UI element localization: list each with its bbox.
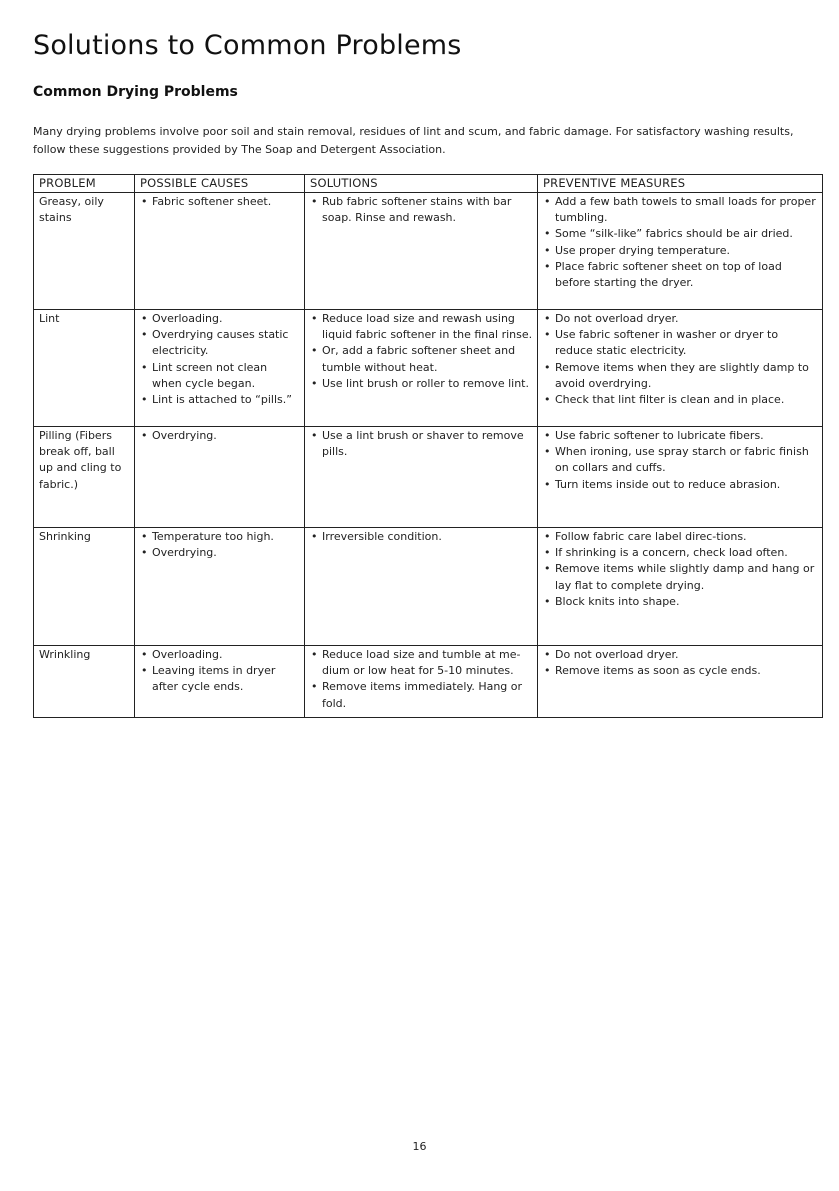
causes-cell [135, 193, 305, 310]
list-item: • When ironing, use spray starch or fabric finish on collars and cuffs. [543, 444, 818, 476]
section-title: Common Drying Problems [33, 84, 238, 100]
prevention-cell [538, 310, 823, 427]
list-item: • Turn items inside out to reduce abrasion. [543, 477, 818, 493]
table-header-row [34, 175, 823, 193]
list-item: • Block knits into shape. [543, 594, 818, 610]
list-item: • Overloading. [140, 311, 300, 327]
intro-paragraph: Many drying problems involve poor soil and stain removal, residues of lint and scum, and fabric damage. For satisfactory washing results, follow these suggestions provided by The Soap and Detergent Association. [33, 125, 794, 156]
causes-cell [135, 310, 305, 427]
solutions-list [310, 311, 533, 392]
solutions-cell [305, 193, 538, 310]
problem-cell: Shrinking [34, 528, 135, 646]
prevention-list [543, 428, 818, 493]
table-row [34, 310, 823, 427]
problem-cell: Lint [34, 310, 135, 427]
page-title: Solutions to Common Problems [33, 30, 462, 61]
solutions-list [310, 194, 533, 226]
problem-cell: Wrinkling [34, 646, 135, 718]
list-item: • Remove items while slightly damp and hang or lay flat to complete drying. [543, 561, 818, 593]
list-item: • Check that lint filter is clean and in place. [543, 392, 818, 408]
solutions-cell [305, 427, 538, 528]
prevention-cell [538, 193, 823, 310]
solutions-list [310, 647, 533, 712]
list-item: • Place fabric softener sheet on top of load before starting the dryer. [543, 259, 818, 291]
causes-list [140, 529, 300, 561]
drying-problems-table [33, 174, 823, 718]
list-item: • Reduce load size and tumble at me-dium or low heat for 5-10 minutes. [310, 647, 533, 679]
list-item: • Overloading. [140, 647, 300, 663]
table-body [34, 193, 823, 718]
list-item: • Use proper drying temperature. [543, 243, 818, 259]
list-item: • Fabric softener sheet. [140, 194, 300, 210]
list-item: • Do not overload dryer. [543, 311, 818, 327]
table-row [34, 646, 823, 718]
list-item: • Remove items when they are slightly damp to avoid overdrying. [543, 360, 818, 392]
list-item: • Temperature too high. [140, 529, 300, 545]
solutions-cell [305, 646, 538, 718]
causes-cell [135, 528, 305, 646]
solutions-list [310, 529, 533, 545]
solutions-list [310, 428, 533, 460]
table-row [34, 193, 823, 310]
page-number: 16 [412, 1140, 427, 1153]
causes-list [140, 194, 300, 210]
list-item: • Remove items as soon as cycle ends. [543, 663, 818, 679]
list-item: • Follow fabric care label direc-tions. [543, 529, 818, 545]
causes-cell [135, 646, 305, 718]
prevention-list [543, 311, 818, 408]
header-preventive-measures: PREVENTIVE MEASURES [538, 175, 823, 193]
list-item: • Remove items immediately. Hang or fold. [310, 679, 533, 711]
list-item: • Or, add a fabric softener sheet and tumble without heat. [310, 343, 533, 375]
prevention-cell [538, 528, 823, 646]
list-item: • Do not overload dryer. [543, 647, 818, 663]
prevention-cell [538, 646, 823, 718]
header-possible-causes: POSSIBLE CAUSES [135, 175, 305, 193]
list-item: • If shrinking is a concern, check load often. [543, 545, 818, 561]
list-item: • Overdrying. [140, 428, 300, 444]
list-item: • Lint is attached to “pills.” [140, 392, 300, 408]
list-item: • Add a few bath towels to small loads for proper tumbling. [543, 194, 818, 226]
causes-list [140, 647, 300, 696]
causes-cell [135, 427, 305, 528]
header-problem: PROBLEM [34, 175, 135, 193]
list-item: • Lint screen not clean when cycle began. [140, 360, 300, 392]
causes-list [140, 428, 300, 444]
list-item: • Use fabric softener to lubricate fibers. [543, 428, 818, 444]
solutions-cell [305, 310, 538, 427]
prevention-cell [538, 427, 823, 528]
solutions-cell [305, 528, 538, 646]
list-item: • Use lint brush or roller to remove lint. [310, 376, 533, 392]
list-item: • Overdrying. [140, 545, 300, 561]
list-item: • Irreversible condition. [310, 529, 533, 545]
problem-cell: Pilling (Fibers break off, ball up and cling to fabric.) [34, 427, 135, 528]
list-item: • Use a lint brush or shaver to remove pills. [310, 428, 533, 460]
list-item: • Reduce load size and rewash using liquid fabric softener in the final rinse. [310, 311, 533, 343]
causes-list [140, 311, 300, 408]
prevention-list [543, 194, 818, 291]
table-row [34, 528, 823, 646]
list-item: • Some “silk-like” fabrics should be air dried. [543, 226, 818, 242]
prevention-list [543, 529, 818, 610]
list-item: • Rub fabric softener stains with bar soap. Rinse and rewash. [310, 194, 533, 226]
table-row [34, 427, 823, 528]
list-item: • Use fabric softener in washer or dryer to reduce static electricity. [543, 327, 818, 359]
list-item: • Leaving items in dryer after cycle ends. [140, 663, 300, 695]
problem-cell: Greasy, oily stains [34, 193, 135, 310]
header-solutions: SOLUTIONS [305, 175, 538, 193]
list-item: • Overdrying causes static electricity. [140, 327, 300, 359]
prevention-list [543, 647, 818, 679]
